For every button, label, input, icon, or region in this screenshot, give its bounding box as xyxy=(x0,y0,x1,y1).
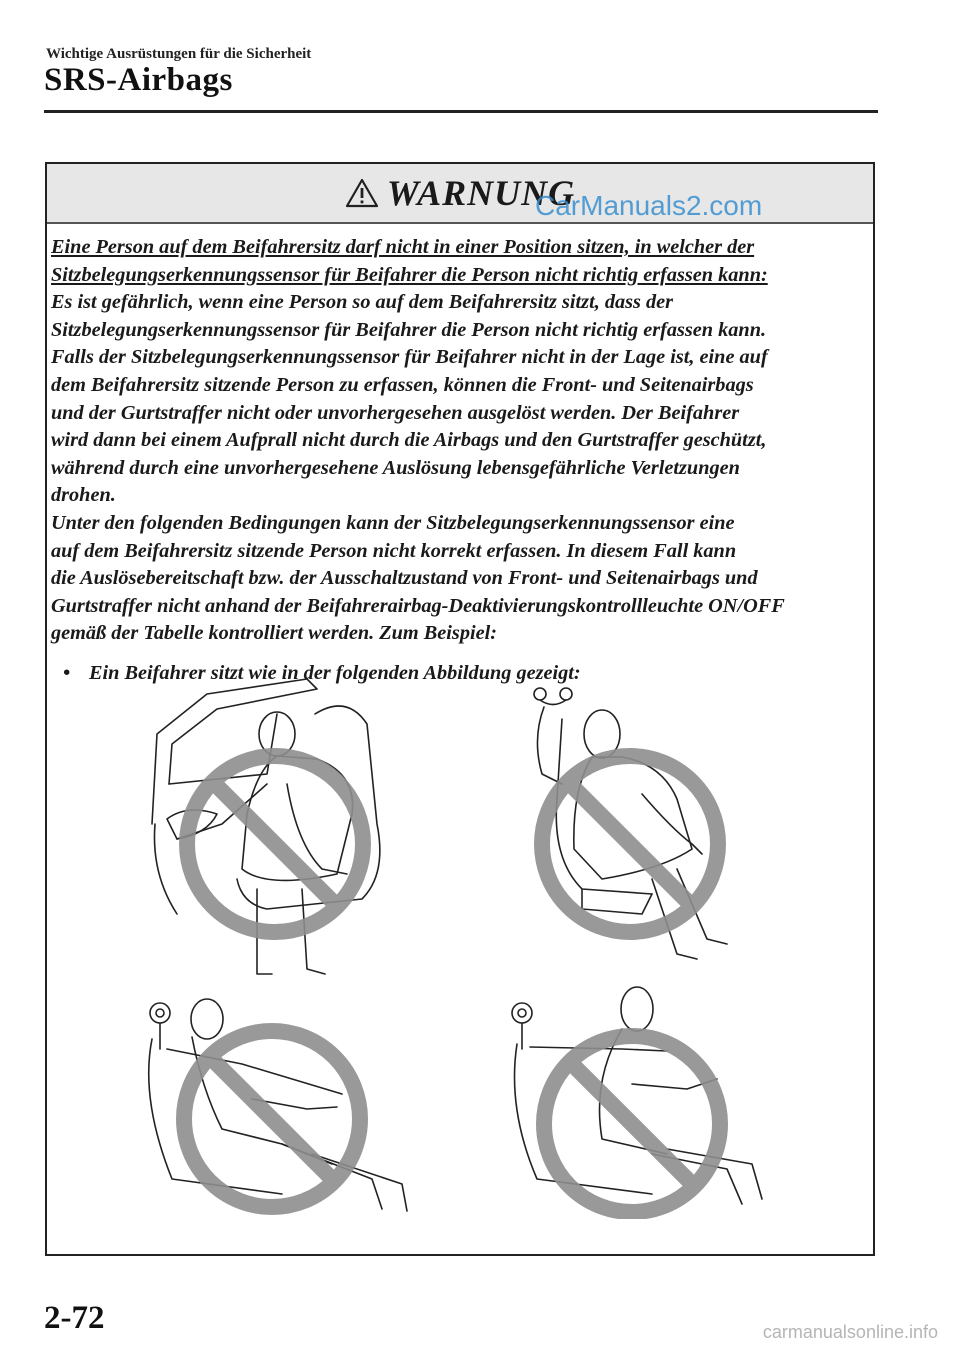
warning-text-line: Sitzbelegungserkennungssensor für Beifahrer die Person nicht richtig erfassen kann. xyxy=(51,318,767,341)
warning-box xyxy=(45,162,875,1256)
warning-text-line: Gurtstraffer nicht anhand der Beifahrerairbag-Deaktivierungskontrollleuchte ON/OFF xyxy=(51,594,785,617)
warning-text-line: auf dem Beifahrersitz sitzende Person nicht korrekt erfassen. In diesem Fall kann xyxy=(51,539,737,562)
warning-text-line: und der Gurtstraffer nicht oder unvorhergesehen ausgelöst werden. Der Beifahrer xyxy=(51,401,740,424)
prohibition-symbol xyxy=(187,756,363,932)
illustration-arm-raised xyxy=(502,679,762,979)
section-label: Wichtige Ausrüstungen für die Sicherheit xyxy=(46,46,312,62)
warning-underlined-line: Sitzbelegungserkennungssensor für Beifahrer die Person nicht richtig erfassen kann: xyxy=(51,263,768,286)
warning-text-line: wird dann bei einem Aufprall nicht durch die Airbags und den Gurtstraffer geschützt, xyxy=(51,429,767,452)
footer-site: carmanualsonline.info xyxy=(762,1322,938,1342)
illustration-leaning-toward-door xyxy=(147,674,417,984)
prohibition-symbol xyxy=(184,1031,360,1207)
title-rule xyxy=(44,110,878,113)
watermark-text: CarManuals2.com xyxy=(535,190,763,221)
page-number: 2-72 xyxy=(44,1300,105,1336)
prohibition-symbol xyxy=(544,1036,720,1212)
warning-text-line: Falls der Sitzbelegungserkennungssensor für Beifahrer nicht in der Lage ist, eine auf xyxy=(51,346,768,369)
bullet-text: Ein Beifahrer sitzt wie in der folgenden Abbildung gezeigt: xyxy=(89,661,581,684)
warning-text-line: während durch eine unvorhergesehene Auslösung lebensgefährliche Verletzungen xyxy=(51,456,740,479)
page-title: SRS-Airbags xyxy=(44,62,233,98)
warning-text-line: dem Beifahrersitz sitzende Person zu erfassen, können die Front- und Seitenairbags xyxy=(51,373,754,396)
bullet-dot: • xyxy=(63,661,71,684)
warning-triangle-icon xyxy=(345,178,379,208)
illustration-leaning-forward xyxy=(132,979,422,1219)
warning-text-line: Unter den folgenden Bedingungen kann der Sitzbelegungserkennungssensor eine xyxy=(51,511,735,534)
warning-underlined-line: Eine Person auf dem Beifahrersitz darf nicht in einer Position sitzen, in welcher der xyxy=(51,236,755,258)
warning-header xyxy=(47,164,873,224)
warning-text-line: drohen. xyxy=(51,484,116,507)
warning-text-line: die Auslösebereitschaft bzw. der Ausschaltzustand von Front- und Seitenairbags und xyxy=(51,567,758,590)
warning-text-line: Es ist gefährlich, wenn eine Person so auf dem Beifahrersitz sitzt, dass der xyxy=(51,291,674,314)
warning-title: WARNUNG xyxy=(386,173,576,213)
illustration-leaning-back xyxy=(492,979,782,1219)
warning-body xyxy=(47,224,873,688)
warning-text-line: gemäß der Tabelle kontrolliert werden. Zum Beispiel: xyxy=(51,622,497,645)
